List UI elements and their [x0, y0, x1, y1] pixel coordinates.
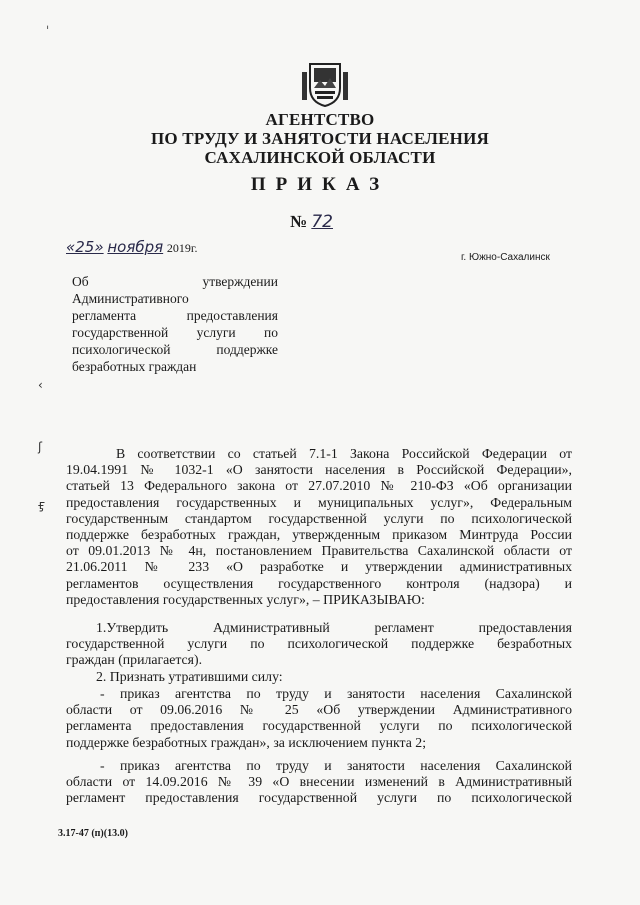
subject-line — [72, 290, 278, 307]
date-month: ноября — [107, 238, 164, 256]
agency-name-line3: САХАЛИНСКОЙ ОБЛАСТИ — [204, 148, 436, 167]
order-subject — [72, 273, 278, 375]
subject-word: регламента — [72, 308, 137, 323]
text-line: области от 09.06.2016 № 25 «Об утверждении Административного — [66, 702, 572, 718]
text-line: 2. Признать утратившими силу: — [96, 669, 283, 684]
number-value: 72 — [311, 212, 333, 232]
text-line: регламентов осуществления государственного контроля (надзора) и — [66, 575, 572, 591]
order-date — [66, 238, 198, 257]
subject-word: поддержке — [216, 342, 278, 357]
item-2-paragraph — [66, 669, 572, 685]
text-line: области от 14.09.2016 № 39 «О внесении изменений в Административный — [66, 774, 572, 790]
preamble-paragraph — [66, 446, 572, 608]
text-line: - приказ агентства по труду и занятости населения Сахалинской — [100, 758, 572, 773]
repealed-order-2 — [66, 758, 572, 807]
subject-word: Об — [72, 274, 89, 289]
subject-line — [72, 358, 278, 375]
subject-word: услуги — [196, 325, 236, 340]
scan-mark: ӻ — [38, 498, 46, 512]
text-line: от 09.01.2013 № 4н, постановлением Правительства Сахалинской области от — [66, 543, 572, 559]
scan-mark: ‹ — [38, 378, 43, 392]
text-line: 21.06.2011 № 233 «О разработке и утверждении административных — [66, 559, 572, 575]
document-title: ПРИКАЗ — [250, 174, 390, 195]
text-line: поддержке безработных граждан», за исключением пункта 2; — [66, 734, 427, 750]
sakhalin-coat-of-arms-icon — [300, 58, 350, 108]
text-line: регламента предоставления государственной услуги по психологической — [66, 718, 572, 734]
agency-name-line1: АГЕНТСТВО — [265, 110, 375, 129]
text-line: предоставления государственных и муниципальных услуг», Федеральным — [66, 494, 572, 510]
text-line: регламент предоставления государственной услуги по психологической — [66, 790, 572, 806]
subject-word: Административного — [72, 291, 189, 306]
subject-word: предоставления — [186, 308, 278, 323]
subject-line — [72, 341, 278, 358]
text-line: предоставления государственных услуг», – ПРИКАЗЫВАЮ: — [66, 591, 425, 607]
date-year: 2019г. — [166, 241, 198, 255]
number-sign: № — [290, 212, 308, 231]
date-day: «25» — [66, 238, 104, 256]
subject-word: по — [264, 325, 278, 340]
text-line: поддержке безработных граждан, утвержденным приказом Минтруда России — [66, 527, 572, 543]
item-1-paragraph — [66, 620, 572, 669]
text-line: статьей 13 Федерального закона от 27.07.2010 № 210-ФЗ «Об организации — [66, 478, 572, 494]
footer-code: 3.17-47 (п)(13.0) — [58, 828, 128, 839]
agency-name-line2: ПО ТРУДУ И ЗАНЯТОСТИ НАСЕЛЕНИЯ — [150, 129, 489, 148]
scan-mark: ʃ — [38, 440, 43, 454]
text-line: государственным стандартом государственной услуги по психологической — [66, 510, 572, 526]
subject-line — [72, 273, 278, 290]
subject-line — [72, 307, 278, 324]
subject-line — [72, 324, 278, 341]
text-line: 19.04.1991 № 1032-1 «О занятости населения в Российской Федерации», — [66, 462, 572, 478]
subject-word: государственной — [72, 325, 169, 340]
subject-word: психологической — [72, 342, 171, 357]
subject-word: утверждении — [202, 274, 278, 289]
text-line: государственной услуги по психологической поддержке безработных — [66, 636, 572, 652]
city: г. Южно-Сахалинск — [461, 252, 550, 263]
subject-word: безработных граждан — [72, 359, 197, 374]
text-line: В соответствии со статьей 7.1-1 Закона Российской Федерации от — [116, 446, 572, 461]
text-line: граждан (прилагается). — [66, 652, 203, 668]
scan-mark: ˈ — [46, 24, 50, 38]
text-line: 1.Утвердить Административный регламент предоставления — [96, 620, 572, 635]
order-number — [290, 212, 333, 232]
text-line: - приказ агентства по труду и занятости населения Сахалинской — [100, 686, 572, 701]
repealed-order-1 — [66, 686, 572, 751]
